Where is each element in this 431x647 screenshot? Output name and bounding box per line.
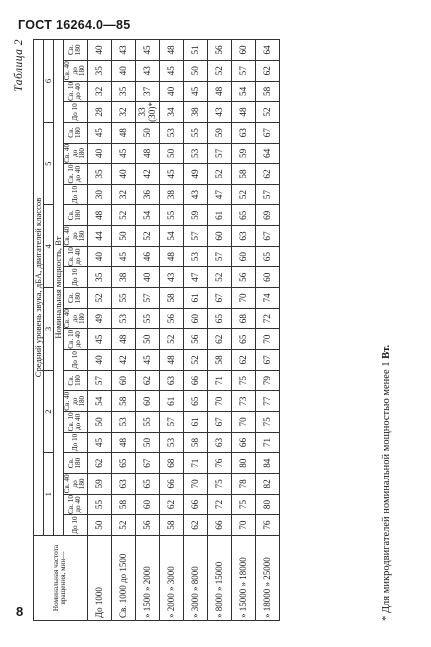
cell-value: 60 bbox=[135, 391, 159, 412]
cell-value: 63 bbox=[207, 432, 231, 453]
cell-value: 48 bbox=[231, 102, 255, 123]
cell-value: 80 bbox=[231, 453, 255, 474]
power-group-label: Св. 180 bbox=[64, 370, 88, 391]
power-group-label: Св. 40 до 180 bbox=[63, 391, 87, 411]
table-row bbox=[231, 40, 255, 621]
class-label: 1 bbox=[44, 453, 54, 536]
row-label: » 8000 » 15000 bbox=[207, 536, 231, 621]
cell-value: 67 bbox=[207, 288, 231, 309]
class-label: 4 bbox=[44, 205, 54, 288]
cell-value: 43 bbox=[135, 60, 159, 81]
cell-value: 52 bbox=[111, 515, 135, 536]
cell-value: 35 bbox=[87, 164, 111, 185]
cell-value: 52 bbox=[135, 226, 159, 247]
cell-value: 35 bbox=[87, 60, 111, 81]
table-caption: Таблица 2 bbox=[13, 39, 25, 92]
cell-value: 68 bbox=[159, 453, 183, 474]
cell-value: 70 bbox=[207, 391, 231, 412]
cell-value: 54 bbox=[159, 226, 183, 247]
cell-value: 59 bbox=[87, 474, 111, 495]
cell-value: 63 bbox=[111, 474, 135, 495]
cell-value: 55 bbox=[135, 308, 159, 329]
table-row bbox=[207, 40, 231, 621]
cell-value: 58 bbox=[111, 391, 135, 412]
row-label: » 18000 » 25000 bbox=[255, 536, 279, 621]
cell-value: 53 bbox=[111, 412, 135, 433]
cell-value: 82 bbox=[255, 474, 279, 495]
cell-value: 34 bbox=[159, 102, 183, 123]
cell-value: 67 bbox=[207, 412, 231, 433]
cell-value: 48 bbox=[159, 350, 183, 371]
cell-value: 84 bbox=[255, 453, 279, 474]
cell-value: 66 bbox=[183, 370, 207, 391]
cell-value: 52 bbox=[159, 329, 183, 350]
cell-value: 30 bbox=[87, 184, 111, 205]
page-number: 8 bbox=[16, 604, 24, 619]
class-label: 6 bbox=[44, 40, 54, 123]
cell-value: 63 bbox=[231, 226, 255, 247]
table-row bbox=[159, 40, 183, 621]
cell-value: 40 bbox=[87, 246, 111, 267]
cell-value: 60 bbox=[255, 267, 279, 288]
power-group-label: До 10 bbox=[64, 350, 88, 371]
cell-value: 56 bbox=[135, 515, 159, 536]
power-group-label: Св. 180 bbox=[64, 122, 88, 143]
cell-value: 45 bbox=[111, 143, 135, 164]
cell-value: 64 bbox=[255, 143, 279, 164]
cell-value: 57 bbox=[183, 226, 207, 247]
cell-value: 43 bbox=[111, 40, 135, 61]
cell-value: 50 bbox=[135, 329, 159, 350]
row-label: Св. 1000 до 1500 bbox=[111, 536, 135, 621]
cell-value: 32 bbox=[111, 184, 135, 205]
cell-value: 60 bbox=[207, 226, 231, 247]
cell-value: 55 bbox=[87, 494, 111, 515]
cell-value: 37 bbox=[135, 81, 159, 102]
cell-value: 36 bbox=[135, 184, 159, 205]
table-row bbox=[183, 40, 207, 621]
cell-value: 75 bbox=[231, 370, 255, 391]
cell-value: 52 bbox=[231, 184, 255, 205]
cell-value: 60 bbox=[183, 308, 207, 329]
cell-value: 54 bbox=[135, 205, 159, 226]
cell-value: 42 bbox=[111, 350, 135, 371]
power-group-label: Св. 40 до 180 bbox=[63, 226, 87, 246]
cell-value: 69 bbox=[255, 205, 279, 226]
cell-value: 70 bbox=[231, 288, 255, 309]
cell-value: 65 bbox=[111, 453, 135, 474]
cell-value: 58 bbox=[255, 81, 279, 102]
cell-value: 70 bbox=[231, 412, 255, 433]
cell-value: 70 bbox=[183, 474, 207, 495]
cell-value: 63 bbox=[159, 370, 183, 391]
cell-value: 45 bbox=[135, 350, 159, 371]
row-label: До 1000 bbox=[87, 536, 111, 621]
power-group-label: До 10 bbox=[64, 102, 88, 123]
row-label: » 15000 » 18000 bbox=[231, 536, 255, 621]
cell-value: 56 bbox=[231, 267, 255, 288]
cell-value: 48 bbox=[87, 205, 111, 226]
row-label: » 1500 » 2000 bbox=[135, 536, 159, 621]
cell-value: 57 bbox=[207, 143, 231, 164]
cell-value: 48 bbox=[111, 122, 135, 143]
cell-value: 53 bbox=[183, 143, 207, 164]
cell-value: 52 bbox=[111, 205, 135, 226]
cell-value: 43 bbox=[159, 267, 183, 288]
cell-value: 52 bbox=[207, 267, 231, 288]
cell-value: 59 bbox=[207, 122, 231, 143]
cell-value: 43 bbox=[207, 102, 231, 123]
cell-value: 76 bbox=[207, 453, 231, 474]
power-group-label: Св. 180 bbox=[64, 288, 88, 309]
power-group-label: До 10 bbox=[64, 267, 88, 288]
cell-value: 66 bbox=[159, 474, 183, 495]
document-header: ГОСТ 16264.0—85 bbox=[18, 18, 131, 32]
cell-value: 58 bbox=[207, 350, 231, 371]
cell-value: 53 bbox=[159, 122, 183, 143]
footnote-unit: Вт. bbox=[381, 344, 392, 359]
table-row bbox=[135, 40, 159, 621]
power-group-label: Св. 180 bbox=[64, 205, 88, 226]
cell-value: 46 bbox=[135, 246, 159, 267]
power-header: Номинальная мощность, Вт bbox=[54, 40, 64, 536]
cell-value: 58 bbox=[159, 288, 183, 309]
cell-value: 61 bbox=[207, 205, 231, 226]
power-group-label: Св. 180 bbox=[64, 453, 88, 474]
power-group-label: Св. 10 до 40 bbox=[64, 494, 88, 515]
cell-value: 61 bbox=[159, 391, 183, 412]
cell-value: 64 bbox=[255, 40, 279, 61]
cell-value: 57 bbox=[207, 246, 231, 267]
cell-value: 75 bbox=[207, 474, 231, 495]
cell-value: 35 bbox=[87, 267, 111, 288]
cell-value: 67 bbox=[135, 453, 159, 474]
cell-value: 78 bbox=[231, 474, 255, 495]
cell-value: 60 bbox=[231, 40, 255, 61]
power-group-label: Св. 40 до 180 bbox=[63, 309, 87, 329]
class-label: 2 bbox=[44, 370, 54, 453]
cell-value: 56 bbox=[159, 308, 183, 329]
cell-value: 32 bbox=[87, 81, 111, 102]
cell-value: 62 bbox=[87, 453, 111, 474]
cell-value: 57 bbox=[135, 288, 159, 309]
cell-value: 50 bbox=[135, 122, 159, 143]
cell-value: 40 bbox=[135, 267, 159, 288]
table-row bbox=[87, 40, 111, 621]
corner-header: Номинальная частота вращения, мин— bbox=[34, 536, 88, 621]
cell-value: 65 bbox=[231, 329, 255, 350]
cell-value: 76 bbox=[255, 515, 279, 536]
cell-value: 58 bbox=[159, 515, 183, 536]
row-label: » 3000 » 8000 bbox=[183, 536, 207, 621]
cell-value: 65 bbox=[207, 308, 231, 329]
power-group-label: Св. 10 до 40 bbox=[64, 412, 88, 433]
cell-value: 65 bbox=[183, 391, 207, 412]
cell-value: 63 bbox=[231, 122, 255, 143]
cell-value: 57 bbox=[255, 184, 279, 205]
cell-value: 61 bbox=[183, 288, 207, 309]
cell-value: 62 bbox=[135, 370, 159, 391]
level-header: Средний уровень звука, дБА, двигателей классов bbox=[34, 40, 44, 536]
cell-value: 62 bbox=[207, 329, 231, 350]
cell-value: 55 bbox=[111, 288, 135, 309]
footnote-text: * Для микродвигателей номинальной мощностью менее 1 bbox=[381, 358, 392, 621]
cell-value: 55 bbox=[159, 205, 183, 226]
cell-value: 54 bbox=[231, 81, 255, 102]
cell-value: 40 bbox=[87, 143, 111, 164]
cell-value: 40 bbox=[159, 81, 183, 102]
power-group-label: Св. 40 до 180 bbox=[63, 474, 87, 494]
cell-value: 60 bbox=[111, 370, 135, 391]
power-group-label: Св. 10 до 40 bbox=[64, 164, 88, 185]
cell-value: 42 bbox=[135, 164, 159, 185]
cell-value: 33 (30)* bbox=[137, 101, 158, 122]
cell-value: 44 bbox=[87, 226, 111, 247]
cell-value: 68 bbox=[231, 308, 255, 329]
cell-value: 66 bbox=[207, 515, 231, 536]
cell-value: 45 bbox=[87, 432, 111, 453]
cell-value: 48 bbox=[207, 81, 231, 102]
cell-value: 49 bbox=[183, 164, 207, 185]
cell-value: 56 bbox=[207, 40, 231, 61]
cell-value: 48 bbox=[135, 143, 159, 164]
cell-value: 59 bbox=[183, 205, 207, 226]
cell-value: 58 bbox=[231, 164, 255, 185]
cell-value: 48 bbox=[111, 432, 135, 453]
cell-value: 61 bbox=[183, 412, 207, 433]
cell-value: 52 bbox=[183, 350, 207, 371]
cell-value: 52 bbox=[207, 60, 231, 81]
cell-value: 60 bbox=[135, 494, 159, 515]
power-group-label: Св. 40 до 180 bbox=[63, 143, 87, 163]
class-label: 3 bbox=[44, 288, 54, 371]
cell-value: 51 bbox=[183, 40, 207, 61]
cell-value: 48 bbox=[111, 329, 135, 350]
cell-value: 58 bbox=[111, 494, 135, 515]
row-label: » 2000 » 3000 bbox=[159, 536, 183, 621]
cell-value: 50 bbox=[135, 432, 159, 453]
cell-value: 75 bbox=[255, 412, 279, 433]
cell-value: 72 bbox=[207, 494, 231, 515]
cell-value: 53 bbox=[111, 308, 135, 329]
cell-value: 79 bbox=[255, 370, 279, 391]
cell-value: 75 bbox=[231, 494, 255, 515]
cell-value: 70 bbox=[255, 329, 279, 350]
cell-value: 57 bbox=[231, 60, 255, 81]
cell-value: 53 bbox=[183, 246, 207, 267]
cell-value: 62 bbox=[183, 515, 207, 536]
cell-value: 40 bbox=[111, 164, 135, 185]
cell-value: 62 bbox=[255, 164, 279, 185]
cell-value: 65 bbox=[231, 205, 255, 226]
cell-value: 57 bbox=[87, 370, 111, 391]
cell-value: 65 bbox=[135, 474, 159, 495]
power-group-label: Св. 10 до 40 bbox=[64, 81, 88, 102]
noise-level-table bbox=[33, 39, 280, 621]
cell-value: 32 bbox=[111, 102, 135, 123]
cell-value: 38 bbox=[111, 267, 135, 288]
cell-value: 80 bbox=[255, 494, 279, 515]
cell-value: 35 bbox=[111, 81, 135, 102]
cell-value: 50 bbox=[183, 60, 207, 81]
cell-value: 52 bbox=[87, 288, 111, 309]
cell-value: 66 bbox=[231, 432, 255, 453]
cell-value: 53 bbox=[159, 432, 183, 453]
cell-value: 50 bbox=[111, 226, 135, 247]
cell-value: 67 bbox=[255, 122, 279, 143]
cell-value: 50 bbox=[87, 515, 111, 536]
power-group-label: Св. 10 до 40 bbox=[64, 329, 88, 350]
cell-value: 55 bbox=[183, 122, 207, 143]
power-group-label: До 10 bbox=[64, 184, 88, 205]
table-row bbox=[111, 40, 135, 621]
cell-value: 40 bbox=[87, 350, 111, 371]
power-group-label: Св. 10 до 40 bbox=[64, 246, 88, 267]
cell-value: 50 bbox=[159, 143, 183, 164]
cell-value: 38 bbox=[159, 184, 183, 205]
cell-value: 62 bbox=[255, 60, 279, 81]
cell-value: 45 bbox=[111, 246, 135, 267]
cell-value: 65 bbox=[255, 246, 279, 267]
table-row bbox=[255, 40, 279, 621]
cell-value: 49 bbox=[87, 308, 111, 329]
cell-value: 66 bbox=[183, 494, 207, 515]
cell-value: 47 bbox=[183, 267, 207, 288]
cell-value: 70 bbox=[231, 515, 255, 536]
cell-value: 71 bbox=[207, 370, 231, 391]
power-group-label: Св. 40 до 180 bbox=[63, 61, 87, 81]
cell-value: 74 bbox=[255, 288, 279, 309]
rotated-content bbox=[9, 21, 409, 621]
cell-value: 73 bbox=[231, 391, 255, 412]
cell-value: 56 bbox=[183, 329, 207, 350]
cell-value: 52 bbox=[255, 102, 279, 123]
power-group-label: До 10 bbox=[64, 515, 88, 536]
cell-value: 57 bbox=[159, 412, 183, 433]
cell-value: 38 bbox=[183, 102, 207, 123]
cell-value: 48 bbox=[159, 40, 183, 61]
cell-value: 54 bbox=[87, 391, 111, 412]
cell-value: 60 bbox=[231, 246, 255, 267]
cell-value: 67 bbox=[255, 350, 279, 371]
cell-value: 45 bbox=[159, 60, 183, 81]
cell-value: 40 bbox=[111, 60, 135, 81]
cell-value: 71 bbox=[255, 432, 279, 453]
cell-value: 52 bbox=[207, 164, 231, 185]
cell-value: 45 bbox=[159, 164, 183, 185]
cell-value: 72 bbox=[255, 308, 279, 329]
cell-value: 50 bbox=[87, 412, 111, 433]
cell-value: 47 bbox=[207, 184, 231, 205]
cell-value: 43 bbox=[183, 184, 207, 205]
cell-value: 40 bbox=[87, 40, 111, 61]
cell-value: 62 bbox=[159, 494, 183, 515]
cell-value: 45 bbox=[87, 329, 111, 350]
power-group-label: Св. 180 bbox=[64, 40, 88, 61]
cell-value: 71 bbox=[183, 453, 207, 474]
power-group-label: До 10 bbox=[64, 432, 88, 453]
cell-value: 62 bbox=[231, 350, 255, 371]
cell-value: 67 bbox=[255, 226, 279, 247]
cell-value: 45 bbox=[87, 122, 111, 143]
class-label: 5 bbox=[44, 122, 54, 205]
cell-value: 45 bbox=[135, 40, 159, 61]
cell-value: 59 bbox=[231, 143, 255, 164]
cell-value: 48 bbox=[159, 246, 183, 267]
cell-value: 28 bbox=[87, 102, 111, 123]
cell-value: 58 bbox=[183, 432, 207, 453]
cell-value: 55 bbox=[135, 412, 159, 433]
cell-value: 45 bbox=[183, 81, 207, 102]
footnote bbox=[381, 39, 392, 621]
cell-value: 77 bbox=[255, 391, 279, 412]
